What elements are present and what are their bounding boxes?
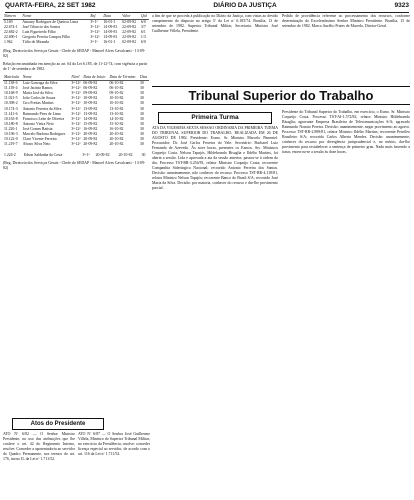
table-cell: 10-09-82	[83, 101, 98, 106]
table-cell: Antonio Vieira Neto	[22, 121, 54, 126]
table-cell: 06-09-82	[83, 86, 98, 91]
note-2: Relação encaminhada em atenção ao art. 64 da Lei 6.185, de 11-12-74, com vigência a partir de 1º de setembro de 1982.	[3, 61, 148, 71]
table-cell: 10-09-82	[83, 96, 98, 101]
table-cell: 02-09-82	[122, 40, 137, 45]
table-cell: 09-10-82	[109, 91, 124, 96]
col-header: Data	[102, 14, 121, 20]
table-cell: 11.141-6	[4, 111, 18, 116]
table-cell: 3ª-12ª	[71, 86, 81, 91]
table-cell: 11.138-6	[4, 81, 18, 86]
table-cell: 30	[139, 81, 144, 86]
col-header: Número	[3, 14, 21, 20]
table-cell: 20-09-82	[95, 153, 110, 158]
page-header	[5, 2, 409, 13]
col-header: Qtd	[140, 14, 149, 20]
atos-title: Atos do Presidente	[12, 418, 104, 430]
table-cell: 14-09-81	[103, 35, 118, 40]
table-cell: 06-09-82	[83, 81, 98, 86]
table-cell: 3ª-12ª	[71, 96, 81, 101]
col-header: Valor	[121, 14, 140, 20]
col-header: Data de Início	[82, 75, 108, 81]
table-cell: 5.169	[4, 20, 13, 25]
table-row	[3, 153, 149, 158]
table-cell: 30	[139, 142, 144, 147]
table-cell: 16-01-1	[103, 20, 116, 25]
table-cell: 30	[141, 153, 146, 158]
table-cell: 22.690-1	[4, 35, 18, 40]
col-header: Matrícula	[3, 75, 22, 81]
table-cell: 6/0	[140, 20, 146, 25]
table-cell: 3ª-12ª	[90, 25, 100, 30]
table-cell: 6/0	[140, 40, 146, 45]
table-cell: 3ª-1ª	[82, 153, 90, 158]
table-cell: 20-10-82	[118, 153, 133, 158]
table-cell: 3ª-12ª	[90, 30, 100, 35]
table-cell: 16-09-82	[83, 126, 98, 131]
table-cell: 11.139-4	[4, 86, 18, 91]
right-column-text: Presidente do Tribunal Superior do Trabalho, em exercício, o Exmo. Sr. Ministro Coqueijo Costa. Processo TST-AI-1.572/82, relator Ministro Hildebrando Bisaglia; agravante Empresa Brasileira de Telecomunicações S/A; agravado Raimundo Nonato Pereira. Decisão: unanimemente, negar provimento ao agravo. Processo TST-RR-2.889/81, relator Ministro Ildélio Martins; recorrente Petróleo Brasileiro S/A; recorrido Carlos Alberto Mendes. Decisão: unanimemente, conhecer do recurso por divergência jurisprudencial e, no mérito, dar-lhe provimento para restabelecer a sentença de primeiro grau. Nada mais havendo a tratar, encerrou-se a sessão às doze horas.	[282, 110, 410, 154]
table-cell: Claro Vicente Ferreira	[22, 137, 57, 142]
table-cell: 30	[139, 106, 144, 111]
table-cell: José Jacinto Ramos	[22, 86, 53, 91]
table-cell: 22.682-2	[4, 30, 18, 35]
table-cell: 3ª-12ª	[71, 142, 81, 147]
middle-column-text: ATA DA VIGÉSIMA SEXTA SESSÃO ORDINÁRIA DA PRIMEIRA TURMA DO TRIBUNAL SUPERIOR DO TRABALHO, REALIZADA EM 26 DE AGOSTO DE 1982. Presidente: Exmo. Sr. Ministro Marcelo Pimentel. Procurador: Dr. José Carlos Ferreira do Vale. Secretário: Bacharel Luiz Fernando de Azevedo. Às nove horas, presentes os Exmos. Srs. Ministros Coqueijo Costa, Nelson Tapajós, Hildebrando Bisaglia e Ildélio Martins, foi aberta a sessão. Lida e aprovada a ata da sessão anterior, passou-se à ordem do dia. Processo TST-RR-3.254/81, relator Ministro Coqueijo Costa; recorrente Companhia Siderúrgica Nacional; recorrido Antonio Ferreira dos Santos. Decisão: unanimemente, não conhecer do recurso. Processo TST-RR-4.118/81, relator Ministro Nelson Tapajós; recorrente Banco do Brasil S/A; recorrido José Maria da Silva. Decisão: por maioria, conhecer do recurso e dar-lhe provimento parcial.	[152, 126, 278, 190]
table-cell: 30	[139, 86, 144, 91]
table-cell: 30	[139, 121, 144, 126]
table-cell: 3/7	[140, 25, 146, 30]
table-cell: 3ª-12ª	[71, 101, 81, 106]
table-cell: 20-10-82	[109, 137, 124, 142]
table-cell: Maria José da Silva	[22, 91, 53, 96]
table-row	[3, 142, 149, 147]
table-cell: 3ª-12ª	[90, 35, 100, 40]
table-cell: 3ª-1ª	[90, 40, 98, 45]
table-cell: 20-10-82	[109, 142, 124, 147]
table-cell: 10-10-82	[109, 96, 124, 101]
header-page-number: 9323	[394, 2, 409, 9]
table-cell: 30	[139, 137, 144, 142]
table-cell: 11.220-1	[4, 126, 18, 131]
table-cell: 16-01-1	[103, 40, 116, 45]
subsection-title: Primeira Turma	[158, 112, 272, 124]
table-cell: 22.674-1	[4, 25, 18, 30]
top-right-text: Pedido de providência referente ao processamento dos recursos, conforme determinação do Excelentíssimo Senhor Ministro Presidente. Brasília, 15 de setembro de 1982. Marco Aurélio Prates de Macedo, Diretor-Geral.	[282, 14, 410, 28]
table-cell: 13-09-82	[83, 111, 98, 116]
table-cell: José Gomes Batista	[22, 126, 53, 131]
col-header: Data de Término	[108, 75, 138, 81]
table-cell: Raimundo Pires de Lima	[22, 111, 61, 116]
table-cell: 11.021-5	[4, 96, 18, 101]
col-header: Ref.	[89, 14, 102, 20]
table-cell: Edson Saldanha da Costa	[23, 153, 63, 158]
table-cell: 02-09-82	[122, 20, 137, 25]
col-header: Nome	[21, 14, 89, 20]
table-cell: 3ª-12ª	[71, 81, 81, 86]
table-cell: 14-10-82	[109, 116, 124, 121]
table-cell: Ciro Freitas Martins	[22, 101, 54, 106]
table-cell: 11.219-7	[4, 142, 18, 147]
table-cell: Antonio Ferreira da Silva	[22, 106, 62, 111]
table-cell: 6/1	[140, 30, 146, 35]
header-publication: DIÁRIO DA JUSTIÇA	[213, 2, 277, 9]
table-cell: 14-09-81	[103, 25, 118, 30]
table-cell: 3ª-12ª	[71, 111, 81, 116]
table-cell: 13-09-82	[83, 106, 98, 111]
col-header: Dias	[139, 74, 148, 79]
table-cell: 22-09-82	[122, 30, 137, 35]
table-cell: 3ª-12ª	[71, 116, 81, 121]
table-cell: 3ª-12ª	[71, 91, 81, 96]
table-cell: 14-09-82	[83, 116, 98, 121]
table-cell: Marcelo Barbosa Rodrigues	[22, 131, 66, 136]
table-cell: 13-10-82	[109, 111, 124, 116]
table-cell: 10.196-3	[4, 131, 18, 136]
table-cell: 20-09-82	[83, 142, 98, 147]
table-cell: Luiz Figueiredo Filho	[22, 30, 56, 35]
top-middle-text: a fim de que se proceda à publicação no Diário da Justiça, com vistas ao devido cumprimento do disposto no artigo 5º da Lei nº 6.185/74. Brasília, 13 de setembro de 1982. Superior Tribunal Militar, Secretaria. Ministro José Guilherme Villela, Presidente.	[152, 14, 278, 33]
table-cell: 3ª-12ª	[71, 126, 81, 131]
table-cell: 14-09-81	[103, 30, 118, 35]
table-cell: 1/3	[140, 35, 146, 40]
table-cell: 30	[139, 101, 144, 106]
table-cell: 1.224-2	[4, 153, 16, 158]
header-date: QUARTA-FEIRA, 22 SET 1982	[5, 2, 96, 9]
table-cell: Francisco Leite de Oliveira	[22, 116, 65, 121]
table-row	[3, 40, 149, 45]
table-cell: 30	[139, 126, 144, 131]
table-cell: 09-09-82	[83, 91, 98, 96]
table-cell: 10.180-8	[4, 121, 18, 126]
table-cell: 30	[139, 131, 144, 136]
table-cell: 3ª-1ª	[90, 20, 98, 25]
table-cell: Túlio de Miranda	[22, 40, 49, 45]
table-cell: 10.168-9	[4, 91, 18, 96]
table-cell: 16-10-82	[109, 126, 124, 131]
table-cell: Gregorio Pereira Campos Filho	[22, 35, 71, 40]
table-cell: 3ª-12ª	[71, 121, 81, 126]
table-cell: 15-10-82	[109, 121, 124, 126]
table-cell: 20-10-82	[109, 131, 124, 136]
table-cell: Amaury Rodrigues de Queiroz Lima	[22, 20, 79, 25]
table-cell: Alvaro Silva Neto	[22, 142, 51, 147]
table-cell: 3ª-12ª	[71, 106, 81, 111]
table-cell: 06-10-82	[109, 86, 124, 91]
table-last	[3, 153, 149, 158]
table-cell: 10.398-2	[4, 101, 18, 106]
col-header: Nível	[70, 75, 82, 81]
table-cell: Luiz Gonzaga da Silva	[22, 81, 58, 86]
table-cell: 06-10-82	[109, 81, 124, 86]
table-cell: 22-09-82	[122, 25, 137, 30]
table-cell: 30	[139, 96, 144, 101]
section-title: Tribunal Superior do Trabalho	[152, 86, 410, 105]
table-cell: 20-09-82	[83, 131, 98, 136]
table-header-row	[3, 75, 149, 81]
table-cell: José Tiburcio dos Santos	[22, 25, 61, 30]
table-cell: 30	[139, 91, 144, 96]
note-3: (Reg. Diretoria dos Serviços Gerais - Chefe do SEDAP - Manoel Alves Cavalcanti - 13-09-82)	[3, 161, 146, 171]
col-header: Nome	[22, 75, 71, 81]
table-cell: João Carlos de Souza	[22, 96, 56, 101]
table-top	[3, 14, 149, 46]
table-cell: 10.174-3	[4, 106, 18, 111]
table-cell: 10-10-82	[109, 101, 124, 106]
note-1: (Reg. Diretoria dos Serviços Gerais - Chefe do SEDAP - Manoel Alves Cavalcanti - 13-09-82)	[3, 48, 146, 58]
table-cell: 30	[139, 116, 144, 121]
ato-2: ATO Nº 6/87 — O Senhor José Guilherme Villela, Ministro do Superior Tribunal Militar, no exercício da Presidência, resolve: conceder licença especial ao servidor, de acordo com o art. 116 da Lei nº 1.711/52.	[78, 432, 150, 456]
table-cell: 22-09-82	[122, 35, 137, 40]
table-bottom	[3, 75, 149, 147]
table-cell: 1.962	[4, 40, 13, 45]
table-cell: 3ª-12ª	[71, 137, 81, 142]
table-cell: 20-09-82	[83, 137, 98, 142]
table-cell: 30	[139, 111, 144, 116]
table-cell: 10.163-8	[4, 116, 18, 121]
table-cell: 10.122-0	[4, 137, 18, 142]
table-cell: 3ª-12ª	[71, 131, 81, 136]
table-cell: 15-09-82	[83, 121, 98, 126]
ato-1: ATO Nº 6/82 — O Senhor Ministro Presidente, no uso das atribuições que lhe confere o art. 42 do Regimento Interno, resolve: Conceder a aposentadoria ao servidor do Quadro Permanente, nos termos do art. 176, inciso II, da Lei nº 1.711/52.	[3, 432, 75, 461]
table-cell: 13-10-82	[109, 106, 124, 111]
